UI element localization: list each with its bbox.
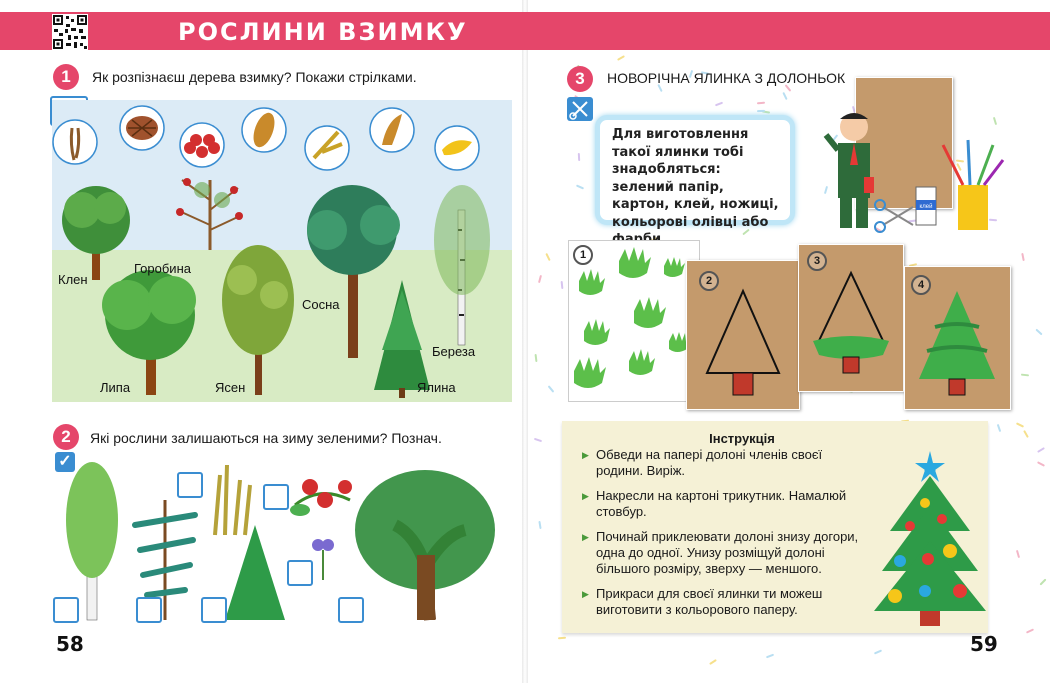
hands-illustration [569, 241, 699, 401]
instructions-title: Інструкція [709, 431, 775, 446]
task-1-text: Як розпізнаєш дерева взимку? Покажи стрілками. [92, 69, 417, 85]
step-3-panel [798, 244, 904, 392]
scissors-icon [566, 96, 594, 122]
instruction-item: ▶ Накресли на картоні трикутник. Намалюй стовбур. [582, 488, 872, 520]
birch-tree [434, 185, 490, 345]
checkbox-grass[interactable] [177, 472, 203, 498]
task-number-2: 2 [53, 424, 79, 450]
tree-label-birch: Береза [432, 344, 476, 359]
checkbox-birch[interactable] [53, 597, 79, 623]
step-number-2: 2 [699, 271, 719, 291]
tree-label-pine: Сосна [302, 297, 340, 312]
checkbox-violet[interactable] [287, 560, 313, 586]
page-number-left: 58 [56, 632, 84, 656]
tree-label-ash: Ясен [215, 380, 246, 395]
task-number-3: 3 [567, 66, 593, 92]
qr-code-icon[interactable] [52, 14, 88, 50]
task-3-title: НОВОРІЧНА ЯЛИНКА З ДОЛОНЬОК [607, 70, 846, 86]
instructions-panel [562, 421, 988, 633]
maple-tree [62, 186, 130, 280]
linden-tree [102, 270, 196, 395]
checkbox-pine[interactable] [136, 597, 162, 623]
title-banner-right [525, 12, 1050, 50]
decorated-christmas-tree [870, 441, 990, 631]
step-number-4: 4 [911, 275, 931, 295]
book-spine [522, 0, 528, 683]
step-2-panel [686, 260, 800, 410]
instruction-item: ▶ Починай приклеювати долоні знизу догори, одна до одної. Унизу розміщуй долоні більшого розміру, зверху — меншого. [582, 529, 872, 577]
seed-icons [53, 106, 479, 170]
instruction-item: ▶ Обведи на папері долоні членів своєї родини. Виріж. [582, 447, 872, 479]
instruction-item: ▶ Прикраси для своєї ялинки ти можеш виготовити з кольорового паперу. [582, 586, 872, 618]
tree-label-spruce: Ялина [417, 380, 456, 395]
materials-text: Для виготовлення такої ялинки тобі знадобляться: зелений папір, картон, клей, ножиці, кольорові олівці або [612, 127, 779, 230]
step-number-3: 3 [807, 251, 827, 271]
tree-label-rowan: Горобина [134, 261, 191, 276]
rowan-tree [176, 178, 243, 250]
teacher-and-supplies [808, 105, 1008, 235]
glue-label: клей [919, 204, 933, 210]
pine-tree [307, 185, 400, 358]
checkbox-oak[interactable] [338, 597, 364, 623]
tree-label-maple: Клен [58, 272, 88, 287]
page-title: РОСЛИНИ ВЗИМКУ [178, 18, 468, 46]
step-4-panel [904, 266, 1011, 410]
step-number-1: 1 [573, 245, 593, 265]
plants-illustration [55, 455, 505, 625]
checkmark-icon: ✓ [55, 452, 75, 472]
task-number-1: 1 [53, 64, 79, 90]
task-2-text: Які рослини залишаються на зиму зеленими? Познач. [90, 430, 442, 446]
checkbox-spruce[interactable] [201, 597, 227, 623]
instructions-list [582, 447, 872, 627]
checkbox-strawberry[interactable] [263, 484, 289, 510]
trees-scene [52, 100, 512, 402]
ash-tree [222, 245, 294, 395]
confetti-piece [756, 101, 764, 104]
page-number-right: 59 [970, 632, 998, 656]
tree-label-linden: Липа [100, 380, 131, 395]
step-1-panel [568, 240, 700, 402]
materials-bubble [595, 115, 795, 230]
